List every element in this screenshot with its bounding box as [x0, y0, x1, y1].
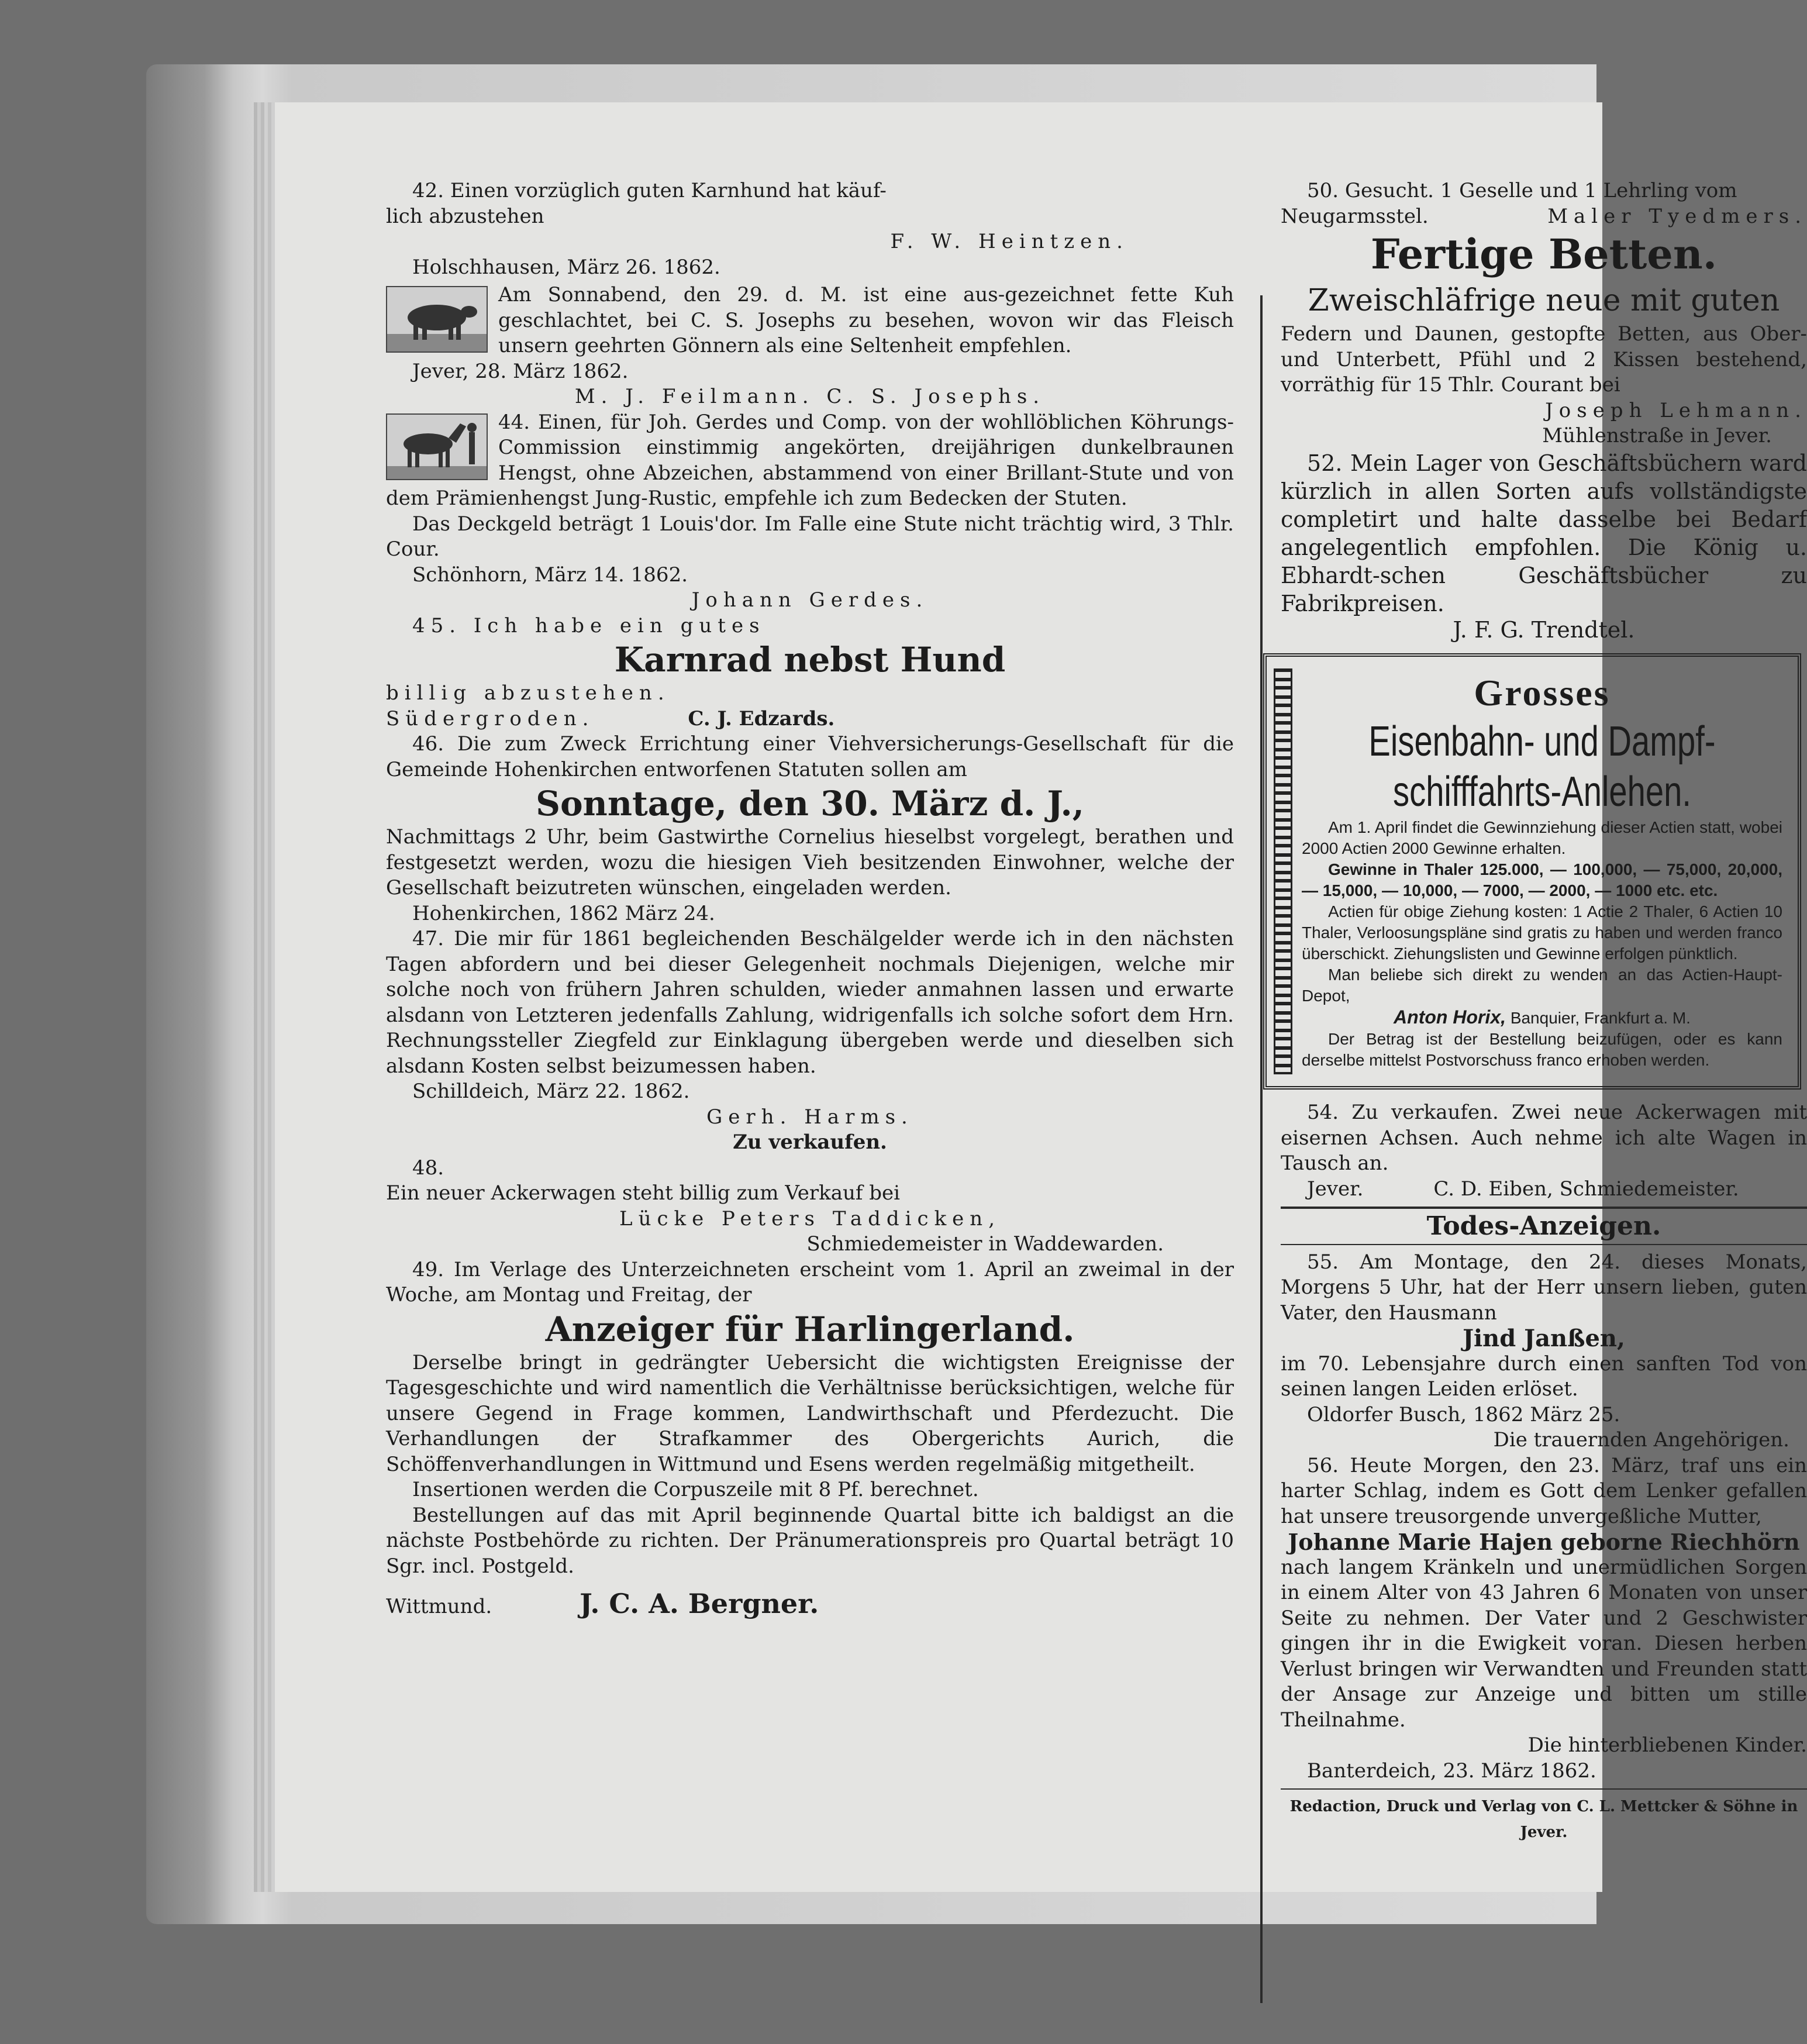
- right-column: [1281, 178, 1807, 1845]
- ad-47-date: Schilldeich, März 22. 1862.: [412, 1080, 690, 1103]
- ad-47-signature: Gerh. Harms.: [706, 1105, 913, 1129]
- ad-46-text2: Nachmittags 2 Uhr, beim Gastwirthe Cornelius hieselbst vorgelegt, berathen und festgesetzt werden, wozu die hiesigen Vieh besitzenden Einwohner, welche der Gesellschaft beizutreten wünschen, eingeladen werden.: [386, 825, 1234, 899]
- ad-49-text2: Derselbe bringt in gedrängter Uebersicht die wichtigsten Ereignisse der Tagesgeschichte und wird namentlich die Verhältnisse berücksichtigen, welche für unsere Gegend in Frage kommen, Landwirthschaft und Pferdezucht. Die Verhandlungen der Strafkammer des Obergerichts Aurich, die Schöffenverhandlungen in Wittmund und Esens werden regelmäßig mitgetheilt.: [386, 1350, 1234, 1476]
- ad-54-text: 54. Zu verkaufen. Zwei neue Ackerwagen mit eisernen Achsen. Auch nehme ich alte Wagen in Tausch an.: [1281, 1101, 1807, 1175]
- chain-border-icon: [1274, 668, 1292, 1074]
- ad-55-signature: Die trauernden Angehörigen.: [1493, 1428, 1789, 1452]
- ad-56-date: Banterdeich, 23. März 1862.: [1307, 1759, 1596, 1783]
- lottery-p2: Gewinne in Thaler 125.000, — 100,000, — 75,000, 20,000, — 15,000, — 10,000, — 7000, — 2000, — 1000 etc. etc.: [1302, 860, 1782, 899]
- ad-45-signature: C. J. Edzards.: [688, 706, 835, 730]
- ad-55-text: 55. Am Montage, den 24. dieses Monats, Morgens 5 Uhr, hat der Herr unsern lieben, guten Vater, den Hausmann: [1281, 1250, 1807, 1325]
- ad-56-signature: Die hinterbliebenen Kinder.: [1527, 1733, 1807, 1757]
- ad-42-signature: F. W. Heintzen.: [890, 230, 1129, 253]
- ad-48-text: Ein neuer Ackerwagen steht billig zum Verkauf bei: [386, 1181, 901, 1205]
- imprint-rule: [1281, 1788, 1807, 1790]
- ad-49-place: Wittmund.: [386, 1595, 492, 1618]
- ad-42-line1: 42. Einen vorzüglich guten Karnhund hat käuf-: [412, 179, 887, 202]
- ad-55-text2: im 70. Lebensjahre durch einen sanften Tod von seinen langen Leiden erlöset.: [1281, 1352, 1807, 1401]
- ad-56-text2: nach langem Kränkeln und unermüdlichen Sorgen in einem Alter von 43 Jahren 6 Monaten von unser Seite zu nehmen. Der Vater und 2 Geschwister gingen ihr in die Ewigkeit voran. Diesen herben Verlust bringen wir Verwandten und Freunden statt der Ansage zur Anzeige und bitten um stille Theilnahme.: [1281, 1555, 1807, 1732]
- ad-47-text: 47. Die mir für 1861 begleichenden Beschälgelder werde ich in den nächsten Tagen abfordern und bei dieser Gelegenheit nochmals Diejenigen, welche mir solche noch von frühern Jahren schulden, wieder anmahnen lassen und erwarte alsdann von Letzteren jedenfalls Zahlung, widrigenfalls ich solche sofort dem Hrn. Rechnungssteller Ziegfeld zur Einklagung übergeben werde und dieselben sich alsdann Kosten selbst beizumessen haben.: [386, 927, 1234, 1078]
- ad-48-number: 48.: [412, 1156, 444, 1180]
- left-column: [386, 178, 1234, 1625]
- lottery-banker-place: Banquier, Frankfurt a. M.: [1510, 1009, 1691, 1027]
- ad-55-name: Jind Janßen,: [1463, 1325, 1625, 1352]
- ad-46-text: 46. Die zum Zweck Errichtung einer Viehversicherungs-Gesellschaft für die Gemeinde Hohenkirchen entworfenen Statuten sollen am: [386, 732, 1234, 781]
- ad-51-signature1: Joseph Lehmann.: [1545, 398, 1807, 422]
- imprint: Redaction, Druck und Verlag von C. L. Mettcker & Söhne in Jever.: [1289, 1798, 1798, 1841]
- ad-49-text3: Insertionen werden die Corpuszeile mit 8 Pf. berechnet.: [412, 1478, 979, 1501]
- ad-50-line1: 50. Gesucht. 1 Geselle und 1 Lehrling vom: [1307, 179, 1737, 202]
- horse-vignette-icon: [386, 413, 488, 480]
- ad-48-heading: Zu verkaufen.: [733, 1130, 887, 1154]
- ad-45-line1: 45. Ich habe ein gutes: [412, 613, 765, 637]
- lottery-title-2: Eisenbahn- und Dampf-: [1368, 718, 1716, 765]
- lottery-ad-box: [1263, 653, 1801, 1090]
- ad-49-signature: J. C. A. Bergner.: [580, 1588, 819, 1619]
- ad-56-name: Johanne Marie Hajen geborne Riechhörn: [1288, 1529, 1800, 1555]
- lottery-p4: Man beliebe sich direkt zu wenden an das Actien-Haupt-Depot,: [1302, 966, 1782, 1005]
- ad-45-headline: Karnrad nebst Hund: [614, 640, 1006, 680]
- ad-45-place: Südergroden.: [386, 706, 595, 730]
- section-rule: [1281, 1207, 1807, 1209]
- ad-44-text: 44. Einen, für Joh. Gerdes und Comp. von der wohllöblichen Köhrungs-Commission einstimmig angekörten, dreijährigen dunkelbraunen Hengst, ohne Abzeichen, abstammend von einer Brillant-Stute und von dem Prämienhengst Jung-Rustic, empfehle ich zum Bedecken der Stuten.: [386, 410, 1234, 510]
- ad-42-line2: lich abzustehen: [386, 204, 544, 228]
- ad-51-text: Federn und Daunen, gestopfte Betten, aus Ober- und Unterbett, Pfühl und 2 Kissen bestehend, vorräthig für 15 Thlr. Courant bei: [1281, 322, 1807, 397]
- ad-51-signature2: Mühlenstraße in Jever.: [1542, 424, 1772, 447]
- cow-vignette-icon: [386, 286, 488, 353]
- lottery-p3: Actien für obige Ziehung kosten: 1 Actie 2 Thaler, 6 Actien 10 Thaler, Verloosungspläne sind gratis zu haben und werden franco überschickt. Ziehungslisten und Gewinne erfolgen pünktlich.: [1302, 902, 1782, 963]
- lottery-p5: Der Betrag ist der Bestellung beizufügen, oder es kann derselbe mittelst Postvorschuss franco erhoben werden.: [1302, 1030, 1782, 1069]
- ad-56-text: 56. Heute Morgen, den 23. März, traf uns ein harter Schlag, indem es Gott dem Lenker gefallen hat unsere treusorgende unvergeßliche Mutter,: [1281, 1453, 1807, 1528]
- lottery-banker-name: Anton Horix,: [1394, 1007, 1506, 1028]
- ad-49-text4: Bestellungen auf das mit April beginnende Quartal bitte ich baldigst an die nächste Postbehörde zu richten. Der Pränumerationspreis pro Quartal beträgt 10 Sgr. incl. Postgeld.: [386, 1503, 1234, 1578]
- ad-55-date: Oldorfer Busch, 1862 März 25.: [1307, 1402, 1620, 1426]
- ad-54-signature: C. D. Eiben, Schmiedemeister.: [1433, 1177, 1739, 1201]
- ad-44-text2: Das Deckgeld beträgt 1 Louis'dor. Im Falle eine Stute nicht trächtig wird, 3 Thlr. Cour.: [386, 512, 1234, 561]
- ad-52-signature: J. F. G. Trendtel.: [1453, 616, 1635, 643]
- ad-46-date: Hohenkirchen, 1862 März 24.: [412, 901, 715, 925]
- ad-51-subheadline: Zweischläfrige neue mit guten: [1308, 283, 1780, 318]
- lottery-title-1: Grosses: [1474, 672, 1611, 713]
- ad-43-signature: M. J. Feilmann. C. S. Josephs.: [574, 385, 1046, 408]
- ad-49-headline: Anzeiger für Harlingerland.: [545, 1309, 1075, 1349]
- ad-51-headline: Fertige Betten.: [1370, 230, 1718, 278]
- death-notices-heading: Todes-Anzeigen.: [1426, 1211, 1661, 1241]
- ad-46-headline: Sonntage, den 30. März d. J.,: [536, 784, 1084, 823]
- ad-50-signature: Maler Tyedmers.: [1547, 204, 1807, 228]
- ad-44-signature: Johann Gerdes.: [691, 588, 929, 612]
- lottery-p1: Am 1. April findet die Gewinnziehung dieser Actien statt, wobei 2000 Actien 2000 Gewinne erhalten.: [1302, 818, 1782, 857]
- ad-43-date: Jever, 28. März 1862.: [412, 359, 629, 383]
- ad-54-place: Jever.: [1307, 1177, 1364, 1201]
- ad-50-line2: Neugarmsstel.: [1281, 204, 1429, 228]
- ad-44-date: Schönhorn, März 14. 1862.: [412, 563, 688, 587]
- ad-45-line2: billig abzustehen.: [386, 681, 670, 705]
- ad-48-signature1: Lücke Peters Taddicken,: [619, 1207, 1001, 1230]
- newspaper-page: [275, 102, 1807, 1892]
- ad-49-text: 49. Im Verlage des Unterzeichneten erscheint vom 1. April an zweimal in der Woche, am Montag und Freitag, der: [386, 1257, 1234, 1307]
- lottery-title-3: schifffahrts-Anlehen.: [1393, 768, 1691, 815]
- ad-43-text: Am Sonnabend, den 29. d. M. ist eine aus-gezeichnet fette Kuh geschlachtet, bei C. S. Josephs zu besehen, wovon wir das Fleisch unsern geehrten Gönnern als eine Seltenheit empfehlen.: [498, 283, 1234, 357]
- section-rule-thin: [1281, 1244, 1807, 1245]
- ad-48-signature2: Schmiedemeister in Waddewarden.: [806, 1232, 1164, 1256]
- column-divider: [1260, 295, 1263, 2003]
- ad-52-text: 52. Mein Lager von Geschäftsbüchern ward kürzlich in allen Sorten aufs vollständigste completirt und halte dasselbe bei Bedarf angelegentlich empfohlen. Die König u. Ebhardt-schen Geschäftsbücher zu Fabrikpreisen.: [1281, 450, 1807, 616]
- ad-42-date: Holschhausen, März 26. 1862.: [412, 255, 720, 279]
